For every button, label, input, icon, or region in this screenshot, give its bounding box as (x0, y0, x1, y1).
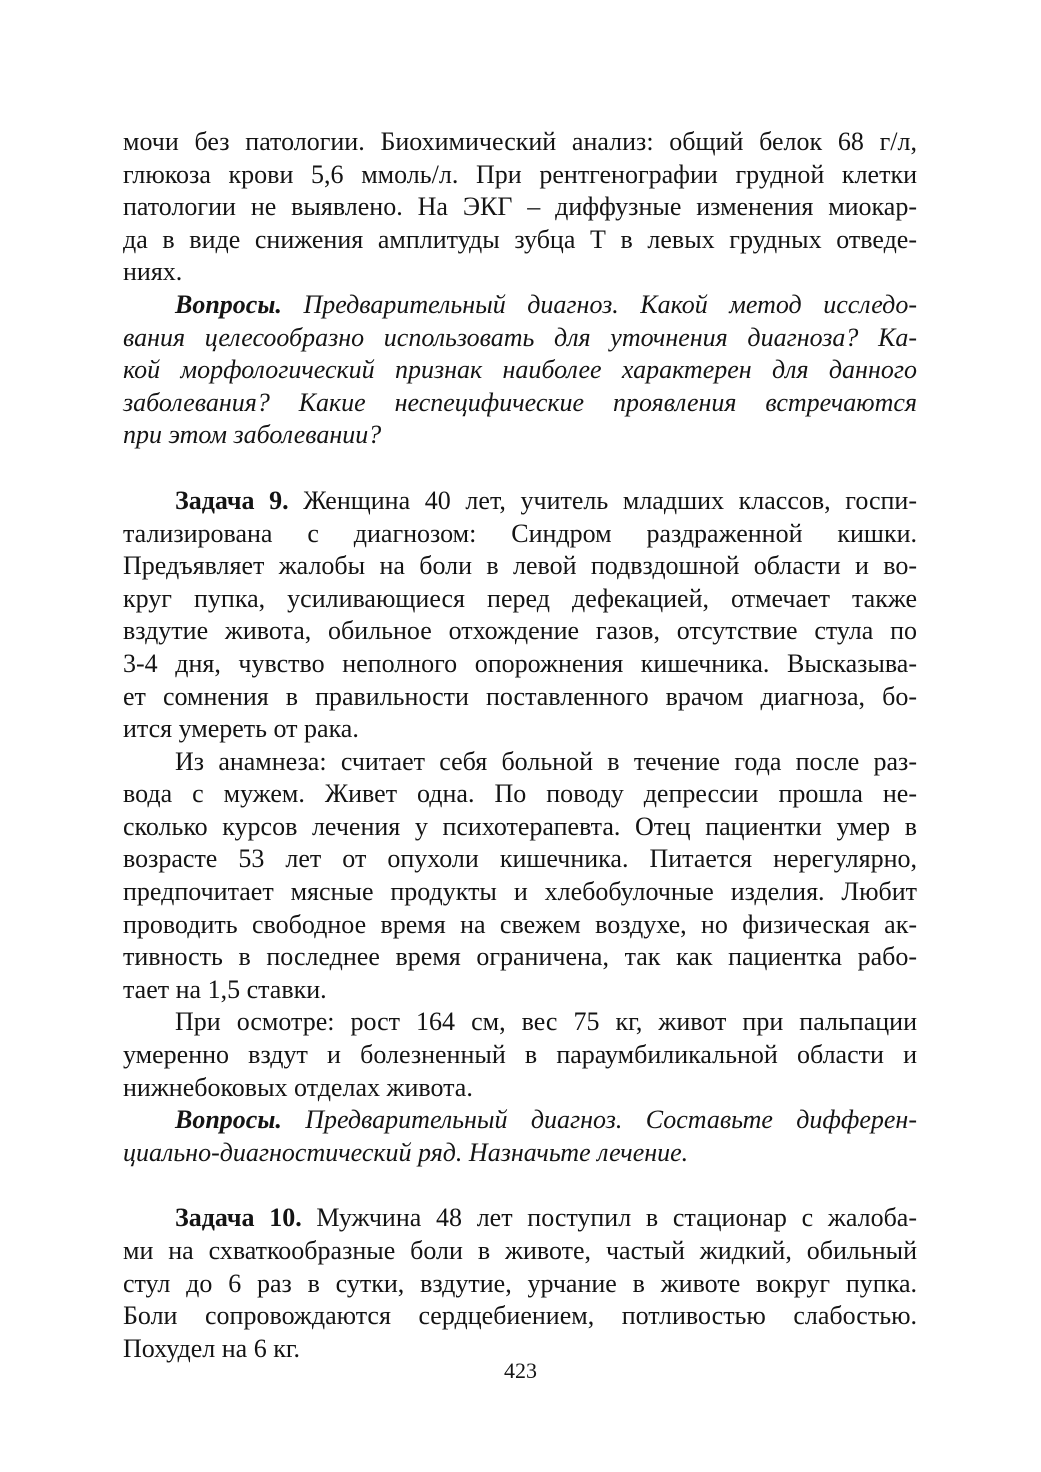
text-line: циально-диагностический ряд. Назначьте лечение. (123, 1137, 689, 1167)
page-number: 423 (504, 1358, 537, 1383)
questions-label: Вопросы. (175, 289, 282, 319)
text-run: Мужчина 48 лет поступил в стационар с жалоба- (301, 1203, 917, 1233)
paragraph-lab-results (123, 126, 917, 289)
text-line: умеренно вздут и болезненный в параумбиликальной области и (123, 1040, 917, 1070)
text-line: ниях. (123, 257, 183, 287)
section-gap (123, 1169, 917, 1202)
text-line: кой морфологический признак наиболее характерен для данного (123, 355, 917, 385)
text-line: да в виде снижения амплитуды зубца Т в левых грудных отведе- (123, 224, 917, 254)
text-line: тает на 1,5 ставки. (123, 974, 327, 1004)
text-line (123, 1202, 917, 1235)
text-line: Из анамнеза: считает себя больной в течение года после раз- (175, 746, 917, 776)
text-line: заболевания? Какие неспецифические проявления встречаются (123, 387, 917, 417)
task-9-label: Задача 9. (175, 485, 289, 515)
text-line (123, 485, 917, 518)
text-line: возрасте 53 лет от опухоли кишечника. Питается нерегулярно, (123, 844, 917, 874)
text-line: при этом заболевании? (123, 420, 382, 450)
paragraph-anamnesis-9 (123, 746, 917, 1007)
text-line: Похудел на 6 кг. (123, 1333, 301, 1363)
text-run: Предварительный диагноз. Составьте дифферен- (281, 1105, 917, 1135)
paragraph-task-10 (123, 1202, 917, 1365)
paragraph-questions-8 (123, 289, 917, 452)
text-line: Предъявляет жалобы на боли в левой подвздошной области и во- (123, 551, 917, 581)
text-line (123, 289, 917, 322)
text-line: патологии не выявлено. На ЭКГ – диффузные изменения миокар- (123, 192, 917, 222)
text-line: тивность в последнее время ограничена, так как пациентка рабо- (123, 942, 917, 972)
questions-label: Вопросы. (175, 1105, 282, 1135)
text-run: Женщина 40 лет, учитель младших классов, госпи- (288, 485, 917, 515)
text-line: стул до 6 раз в сутки, вздутие, урчание в животе вокруг пупка. (123, 1268, 917, 1298)
text-line: вания целесообразно использовать для уточнения диагноза? Ка- (123, 322, 917, 352)
text-line: мочи без патологии. Биохимический анализ: общий белок 68 г/л, (123, 127, 917, 156)
page-body (123, 126, 917, 1365)
text-line: проводить свободное время на свежем воздухе, но физическая ак- (123, 909, 917, 939)
text-line: вздутие живота, обильное отхождение газов, отсутствие стула по (123, 616, 917, 646)
paragraph-questions-9 (123, 1104, 917, 1169)
task-10-label: Задача 10. (175, 1203, 302, 1233)
text-line: Боли сопровождаются сердцебиением, потливостью слабостью. (123, 1301, 917, 1331)
text-line: круг пупка, усиливающиеся перед дефекацией, отмечает также (123, 583, 917, 613)
text-line: тализирована с диагнозом: Синдром раздраженной кишки. (123, 518, 917, 548)
text-line: ет сомнения в правильности поставленного врачом диагноза, бо- (123, 681, 917, 711)
text-line: нижнебоковых отделах живота. (123, 1072, 473, 1102)
section-gap (123, 452, 917, 485)
text-line: ми на схваткообразные боли в животе, частый жидкий, обильный (123, 1236, 917, 1265)
text-line: При осмотре: рост 164 см, вес 75 кг, живот при пальпации (175, 1007, 917, 1037)
text-line (123, 1104, 917, 1137)
text-line: 3-4 дня, чувство неполного опорожнения кишечника. Высказыва- (123, 648, 917, 678)
text-line: предпочитает мясные продукты и хлебобулочные изделия. Любит (123, 877, 917, 907)
paragraph-task-9 (123, 485, 917, 746)
text-line: ится умереть от рака. (123, 714, 359, 744)
text-run: Предварительный диагноз. Какой метод исследо- (281, 289, 917, 319)
text-line: вода с мужем. Живет одна. По поводу депрессии прошла не- (123, 779, 917, 809)
paragraph-exam-9 (123, 1006, 917, 1104)
text-line: сколько курсов лечения у психотерапевта. Отец пациентки умер в (123, 811, 917, 841)
text-line: глюкоза крови 5,6 ммоль/л. При рентгенографии грудной клетки (123, 159, 917, 189)
